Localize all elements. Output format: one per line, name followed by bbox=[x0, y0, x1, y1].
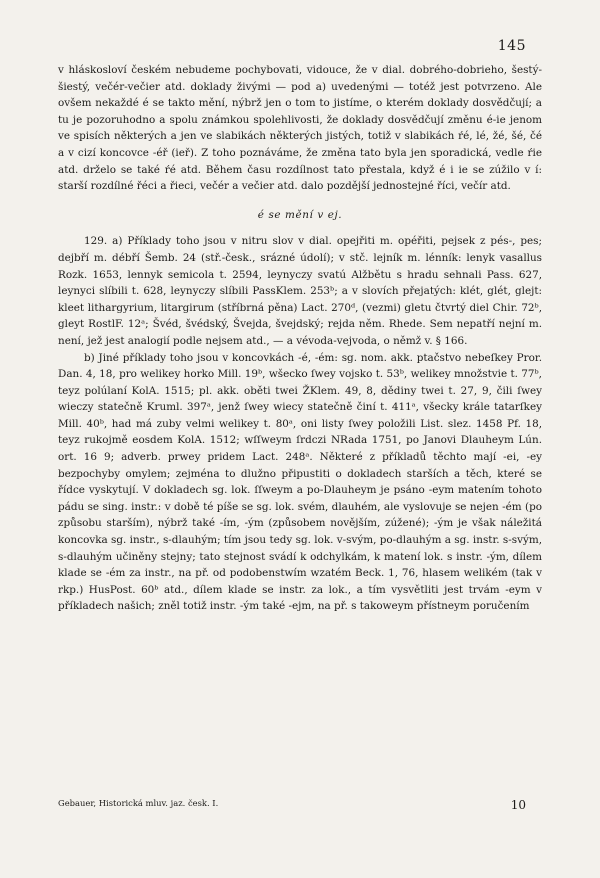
page-number: 145 bbox=[497, 38, 526, 54]
footer-book-reference: Gebauer, Historická mluv. jaz. česk. I. bbox=[58, 798, 219, 808]
page-footer bbox=[58, 798, 526, 812]
paragraph: v hláskosloví českém nebudeme pochybovati, vidouce, že v dial. dobrého-dobrieho, šestý-šiestý, večér-večier atd. doklady živými — pod a) uvedenými — totéž jest potvrzeno. Ale ovšem nekaždé é se takto mění, nýbrž jen o tom to jistíme, o kterém doklady dosvědčují; a tu je pozoruhodno a spolu známkou spolehlivosti, že doklady dosvědčují změnu é-ie jenom ve spisích některých a jen ve slabikách některých jistých, totiž v slabikách ŕé, lé, žé, šé, čé a v cizí koncovce -éř (ieř). Z toho poznáváme, že změna tato byla jen sporadická, vedle ŕie atd. drželo se také ŕé atd. Během času rozdílnost tato přestala, když é i ie se zúžilo v í: starší rozdílné řéci a řieci, večér a večier atd. dalo pozdější jednostejné říci, večír atd. bbox=[58, 64, 542, 193]
paragraph: b) Jiné příklady toho jsou v koncovkách -é, -ém: sg. nom. akk. ptačstvo nebeſkey Pror. Dan. 4, 18, pro welikey horko Mill. 19ᵇ, wšecko ſwey vojsko t. 53ᵇ, welikey množstvie t. 77ᵇ, teyz polúlaní KolA. 1515; pl. akk. oběti twei ŽKlem. 49, 8, dědiny twei t. 27, 9, čili ſwey wieczy statečně Kruml. 397ᵃ, jenž ſwey wiecy statečně činí t. 411ᵃ, všecky krále tatarſkey Mill. 40ᵇ, had má zuby velmi welikey t. 80ᵃ, oni listy ſwey položili List. slez. 1458 Pf. 18, teyz rukojmě eosdem KolA. 1512; wſſweym ſrdczi NRada 1751, po Janovi Dlauheym Lún. ort. 16 9; adverb. prwey pridem Lact. 248ᵃ. Některé z příkladů těchto mají -ei, -ey bezpochyby omylem; zejména to dlužno připustiti o dokladech starších a těch, které se řídce vyskytují. V dokladech sg. lok. ſſweym a po-Dlauheym je psáno -eym matením tohoto pádu se sing. instr.: v době té píše se sg. lok. svém, dlauhém, ale vyslovuje se nejen -ém (po způsobu starším), nýbrž také -ím, -ým (způsobem novějším, zúžené); -ým je však náležitá koncovka sg. instr., s-dlauhým; tím jsou tedy sg. lok. v-svým, po-dlauhým a sg. instr. s-svým, s-dlauhým učiněny stejny; tato stejnost svádí k odchylkám, k matení lok. s instr. -ým, dílem klade se -ém za instr., na př. od podobenstwím wzatém Beck. 1, 76, hlasem welikém (tak v rkp.) HusPost. 60ᵇ atd., dílem klade se instr. za lok., a tím vysvětliti jest trvám -eym v příkladech našich; zněl totiž instr. -ým také -ejm, na př. s takoweym přístneym poručením bbox=[58, 351, 542, 613]
body-text bbox=[58, 62, 542, 615]
signature-number: 10 bbox=[510, 798, 526, 812]
paragraph: 129. a) Příklady toho jsou v nitru slov v dial. opejřiti m. opéřiti, pejsek z pés-, pes; dejbří m. débří Šemb. 24 (stř.-česk., srázné údolí); v stč. lejník m. lénník: lenyk vasallus Rozk. 1653, lennyk semicola t. 2594, leynyczy svatú Alžbětu s hradu sehnali Pass. 627, leynyci slíbili t. 628, leynyczy slíbili PassKlem. 253ᵇ; a v slovích přejatých: klét, glét, glejt: kleet lithargyrium, litargirum (stříbrná pěna) Lact. 270ᵈ, (vezmi) gletu čtvrtý diel Chir. 72ᵇ, gleyt RostlF. 12ᵃ; Švéd, švédský, Švejda, švejdský; rejda něm. Rhede. Sem nepatří nejní m. není, jež jest analogií podle nejsem atd., — a vévoda-vejvoda, o němž v. § 166. bbox=[58, 235, 542, 347]
section-heading: é se mění v ej. bbox=[257, 208, 343, 221]
